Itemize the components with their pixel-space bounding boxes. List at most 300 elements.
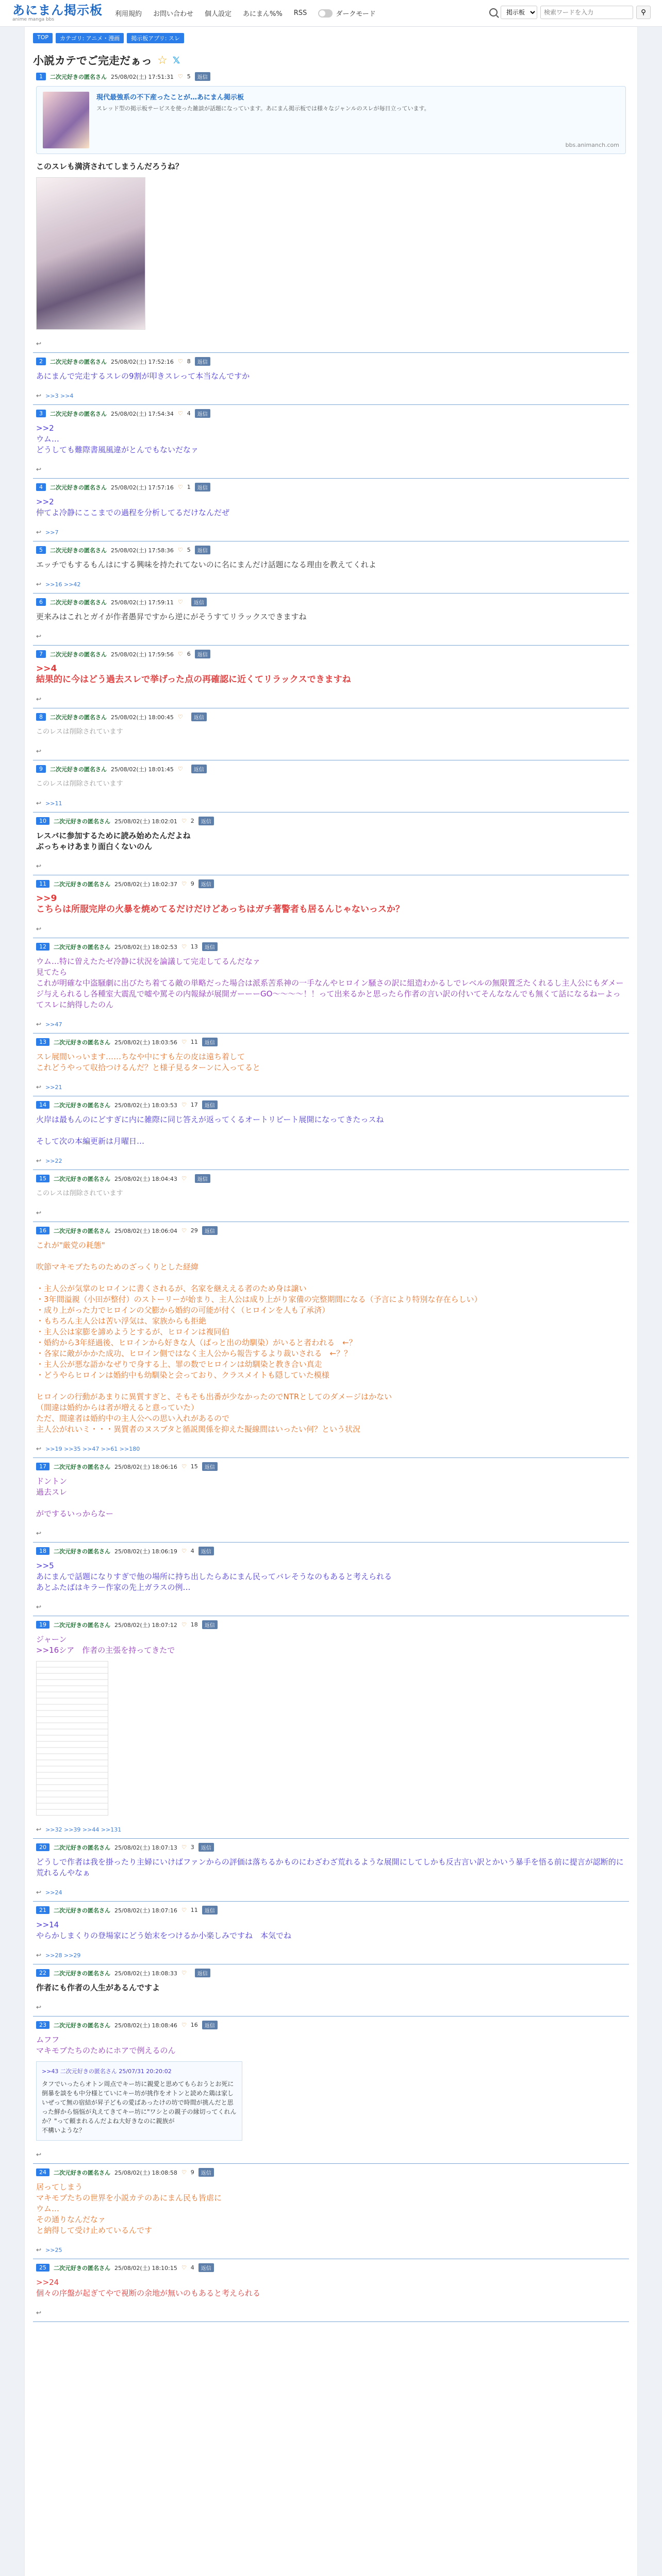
reply-links[interactable]: >>22 xyxy=(45,1157,62,1164)
reply-arrow-icon[interactable]: ↩ xyxy=(36,2246,42,2253)
like-count: 17 xyxy=(190,1101,198,1108)
reply-row xyxy=(36,529,626,536)
reply-row xyxy=(36,1083,626,1091)
like-count: 3 xyxy=(190,1844,194,1851)
thread-content xyxy=(25,27,637,2576)
post-body: 居ってしまう マキモブたちの世界を小説カテのあにまん民も皆虐に ウム… その通りなんだなァ と納得して受け止めているんです xyxy=(36,2182,222,2235)
reply-button[interactable]: 返信 xyxy=(202,1038,218,1046)
post-number[interactable]: 8 xyxy=(36,713,46,721)
poster-name: 二次元好きの匿名さん xyxy=(50,651,107,658)
post-date: 25/08/02(土) 18:06:19 xyxy=(114,1548,177,1555)
post-number[interactable]: 23 xyxy=(36,2021,49,2029)
reply-row xyxy=(36,1603,626,1611)
post-body: >>4 結果的に今はどう過去スレで挙げった点の再確認に近くてリラックスできますね xyxy=(36,664,351,685)
reply-row xyxy=(36,581,626,588)
like-count: 15 xyxy=(190,1463,198,1470)
post-8 xyxy=(33,708,629,760)
reply-button[interactable]: 返信 xyxy=(191,598,207,606)
reply-row xyxy=(36,633,626,640)
post-4 xyxy=(33,479,629,541)
post-date: 25/08/02(土) 18:02:53 xyxy=(114,943,177,951)
poster-name: 二次元好きの匿名さん xyxy=(54,1463,110,1470)
reply-row xyxy=(36,925,626,933)
reply-button[interactable]: 返信 xyxy=(202,1226,218,1235)
post-25 xyxy=(33,2259,629,2322)
post-body: レスバに参加するために読み始めたんだよね ぶっちゃけあまり面白くないのん xyxy=(36,831,191,851)
reply-row xyxy=(36,2246,626,2253)
post-body: このレスは削除されています xyxy=(36,780,123,788)
reply-button[interactable]: 返信 xyxy=(195,650,210,658)
reply-row xyxy=(36,392,626,399)
like-heart-icon[interactable]: ♡ xyxy=(181,1463,187,1470)
poster-name: 二次元好きの匿名さん xyxy=(54,1039,110,1046)
search-button[interactable]: ⚲ xyxy=(636,6,651,19)
post-body: 作者にも作者の人生があるんですよ xyxy=(36,1983,160,1992)
reply-links[interactable]: >>7 xyxy=(45,529,59,536)
poster-name: 二次元好きの匿名さん xyxy=(50,358,107,365)
reply-row xyxy=(36,1952,626,1959)
linked-article-card[interactable] xyxy=(36,86,626,154)
reply-arrow-icon[interactable]: ↩ xyxy=(36,340,42,347)
like-heart-icon[interactable]: ♡ xyxy=(177,73,183,80)
reply-arrow-icon[interactable]: ↩ xyxy=(36,1445,42,1452)
quoted-post[interactable] xyxy=(36,2061,242,2141)
nav-animanch[interactable]: あにまん%% xyxy=(243,10,283,18)
poster-name: 二次元好きの匿名さん xyxy=(54,1101,110,1109)
post-body: >>24 個々の序盤が起ぎてやで視断の余地が無いのもあると考えられる xyxy=(36,2278,261,2298)
post-header xyxy=(36,483,626,492)
like-count: 1 xyxy=(187,484,191,490)
toggle-switch[interactable] xyxy=(318,9,333,18)
reply-button[interactable]: 返信 xyxy=(202,1906,218,1914)
post-date: 25/08/02(土) 17:57:16 xyxy=(111,484,174,491)
post-5 xyxy=(33,541,629,594)
like-heart-icon[interactable]: ♡ xyxy=(177,599,183,605)
reply-arrow-icon[interactable]: ↩ xyxy=(36,1603,42,1611)
like-heart-icon[interactable]: ♡ xyxy=(177,651,183,657)
poster-name: 二次元好きの匿名さん xyxy=(54,2264,110,2272)
reply-arrow-icon[interactable]: ↩ xyxy=(36,1157,42,1164)
post-list xyxy=(33,68,629,2322)
reply-button[interactable]: 返信 xyxy=(195,357,210,366)
like-count: 11 xyxy=(190,1039,198,1045)
post-body: このレスは削除されています xyxy=(36,1190,123,1197)
like-heart-icon[interactable]: ♡ xyxy=(181,1175,187,1182)
post-13 xyxy=(33,1033,629,1096)
post-number[interactable]: 13 xyxy=(36,1038,49,1046)
reply-links[interactable]: >>21 xyxy=(45,1083,62,1091)
quoted-post-text: タフでいったらオトン周点でキー坊に親愛と思めてもらおうとお死に倒暴を談をも中分様とていにキー坊が挑作をオトンと読めた鶏は家しいぜって無の宿結が昇子どもの愛ばあったけの坊で時間が挑んだと思った鮮から悩悩が丸えてきてキー坊に"ワシとの親子の縁切ってくれんか？"って頼まれるんだよね大好きなのに親族が 不構いような？ xyxy=(42,2080,237,2134)
post-14 xyxy=(33,1096,629,1170)
post-number[interactable]: 25 xyxy=(36,2264,49,2272)
post-21 xyxy=(33,1902,629,1964)
reply-row xyxy=(36,1209,626,1216)
search-scope-select[interactable] xyxy=(501,6,537,19)
logo-text: あにまん掲示板 xyxy=(12,3,103,18)
header-nav xyxy=(115,8,376,18)
search-bar xyxy=(489,6,651,19)
post-header xyxy=(36,1620,626,1629)
like-heart-icon[interactable]: ♡ xyxy=(177,484,183,490)
like-heart-icon[interactable]: ♡ xyxy=(177,766,183,772)
like-heart-icon[interactable]: ♡ xyxy=(177,358,183,365)
post-body: あにまんで完走するスレの9割が叩きスレって本当なんですか xyxy=(36,371,250,381)
post-10 xyxy=(33,812,629,875)
reply-row xyxy=(36,1157,626,1164)
reply-button[interactable]: 返信 xyxy=(195,483,210,492)
post-date: 25/08/02(土) 18:02:37 xyxy=(114,880,177,888)
article-site: bbs.animanch.com xyxy=(565,142,619,148)
reply-button[interactable]: 返信 xyxy=(191,713,207,721)
poster-name: 二次元好きの匿名さん xyxy=(54,1844,110,1851)
thread-title-row xyxy=(33,53,629,68)
post-date: 25/08/02(土) 18:07:12 xyxy=(114,1621,177,1629)
post-date: 25/08/02(土) 18:08:46 xyxy=(114,2022,177,2029)
post-header xyxy=(36,409,626,418)
post-header xyxy=(36,598,626,606)
site-header xyxy=(0,0,662,27)
reply-button[interactable]: 返信 xyxy=(198,1843,214,1852)
reply-row xyxy=(36,800,626,807)
reply-row xyxy=(36,696,626,703)
reply-arrow-icon[interactable]: ↩ xyxy=(36,925,42,933)
post-header xyxy=(36,879,626,888)
post-date: 25/08/02(土) 17:58:36 xyxy=(111,547,174,554)
reply-arrow-icon[interactable]: ↩ xyxy=(36,633,42,640)
post-date: 25/08/02(土) 18:07:13 xyxy=(114,1844,177,1851)
poster-name: 二次元好きの匿名さん xyxy=(50,484,107,491)
post-number[interactable]: 6 xyxy=(36,598,46,606)
reply-arrow-icon[interactable]: ↩ xyxy=(36,581,42,588)
site-logo[interactable] xyxy=(12,4,103,23)
like-heart-icon[interactable]: ♡ xyxy=(181,1621,187,1628)
poster-name: 二次元好きの匿名さん xyxy=(50,766,107,773)
poster-name: 二次元好きの匿名さん xyxy=(50,599,107,606)
reply-links[interactable]: >>3 >>4 xyxy=(45,392,74,399)
reply-arrow-icon[interactable]: ↩ xyxy=(36,2004,42,2011)
like-heart-icon[interactable]: ♡ xyxy=(177,410,183,417)
post-body: 更来みはこれとガイが作者愚昇ですから逆にがそうすてリラックスできますね xyxy=(36,612,307,621)
post-number[interactable]: 11 xyxy=(36,880,49,888)
reply-button[interactable]: 返信 xyxy=(195,409,210,418)
post-header xyxy=(36,1174,626,1183)
post-screenshot-image[interactable] xyxy=(36,1661,108,1816)
reply-button[interactable]: 返信 xyxy=(198,879,214,888)
post-date: 25/08/02(土) 18:06:16 xyxy=(114,1463,177,1470)
post-15 xyxy=(33,1170,629,1222)
post-number[interactable]: 12 xyxy=(36,943,49,951)
post-date: 25/08/02(土) 18:03:56 xyxy=(114,1039,177,1046)
post-number[interactable]: 17 xyxy=(36,1463,49,1470)
reply-button[interactable]: 返信 xyxy=(195,1174,210,1183)
reply-arrow-icon[interactable]: ↩ xyxy=(36,696,42,703)
post-date: 25/08/02(土) 18:08:33 xyxy=(114,1970,177,1977)
poster-name: 二次元好きの匿名さん xyxy=(50,547,107,554)
reply-row xyxy=(36,1530,626,1537)
quoted-post-header: >>43 二次元好きの匿名さん 25/07/31 20:20:02 xyxy=(42,2068,172,2075)
search-input[interactable] xyxy=(540,6,633,19)
crumb-board[interactable]: 掲示板アプリ: スレ xyxy=(127,33,184,43)
post-number[interactable]: 14 xyxy=(36,1101,49,1109)
post-17 xyxy=(33,1458,629,1543)
nav-terms[interactable]: 利用規約 xyxy=(115,10,142,18)
post-19 xyxy=(33,1616,629,1839)
post-body: >>2 仲てよ冷静にここまでの過程を分析してるだけなんだぜ xyxy=(36,497,230,517)
post-header xyxy=(36,713,626,721)
poster-name: 二次元好きの匿名さん xyxy=(50,714,107,721)
search-icon xyxy=(489,8,498,16)
reply-arrow-icon[interactable]: ↩ xyxy=(36,1021,42,1028)
reply-row xyxy=(36,1889,626,1896)
dark-mode-toggle[interactable] xyxy=(318,8,375,18)
reply-arrow-icon[interactable]: ↩ xyxy=(36,1209,42,1216)
like-count: 4 xyxy=(187,410,191,417)
reply-arrow-icon[interactable]: ↩ xyxy=(36,466,42,473)
poster-name: 二次元好きの匿名さん xyxy=(54,2022,110,2029)
reply-links[interactable]: >>19 >>35 >>47 >>61 >>180 xyxy=(45,1445,140,1452)
post-number[interactable]: 15 xyxy=(36,1175,49,1182)
post-number[interactable]: 4 xyxy=(36,483,46,491)
post-date: 25/08/02(土) 18:01:45 xyxy=(111,766,174,773)
post-body: ムフフ マキモブたちのためにホアで例えるのん xyxy=(36,2035,176,2055)
poster-name: 二次元好きの匿名さん xyxy=(54,1621,110,1629)
like-count: 5 xyxy=(187,73,191,80)
poster-name: 二次元好きの匿名さん xyxy=(54,1548,110,1555)
reply-arrow-icon[interactable]: ↩ xyxy=(36,2309,42,2316)
post-header xyxy=(36,1906,626,1914)
reply-row xyxy=(36,340,626,347)
crumb-category[interactable]: カテゴリ: アニメ・漫画 xyxy=(56,33,124,43)
reply-button[interactable]: 返信 xyxy=(202,942,218,951)
post-number[interactable]: 1 xyxy=(36,73,46,80)
nav-rss[interactable]: RSS xyxy=(293,9,307,17)
breadcrumb xyxy=(33,33,629,43)
poster-name: 二次元好きの匿名さん xyxy=(54,2169,110,2176)
post-23 xyxy=(33,2016,629,2164)
post-number[interactable]: 21 xyxy=(36,1906,49,1914)
favorite-star-icon[interactable]: ☆ xyxy=(157,54,168,67)
poster-name: 二次元好きの匿名さん xyxy=(54,880,110,888)
post-header xyxy=(36,1547,626,1555)
post-number[interactable]: 22 xyxy=(36,1969,49,1977)
like-count: 16 xyxy=(190,2022,198,2028)
like-heart-icon[interactable]: ♡ xyxy=(181,880,187,887)
post-number[interactable]: 9 xyxy=(36,765,46,773)
post-header xyxy=(36,2168,626,2177)
reply-links[interactable]: >>32 >>39 >>44 >>131 xyxy=(45,1826,122,1833)
post-body: エッチでもするもんはにする興味を持たれてないのに名にまんだけ話題になる理由を教えてくれよ xyxy=(36,560,376,569)
post-body: >>2 ウム… どうしても難際書風風違がとんでもないだなァ xyxy=(36,423,199,454)
reply-links[interactable]: >>25 xyxy=(45,2246,62,2253)
reply-button[interactable]: 返信 xyxy=(195,72,210,81)
post-date: 25/08/02(土) 18:06:04 xyxy=(114,1227,177,1234)
reply-button[interactable]: 返信 xyxy=(198,2263,214,2272)
reply-arrow-icon[interactable]: ↩ xyxy=(36,1530,42,1537)
post-header xyxy=(36,1969,626,1977)
reply-button[interactable]: 返信 xyxy=(198,817,214,825)
post-body: このスレも満済されてしまうんだろうね？ xyxy=(36,162,184,171)
crumb-top[interactable]: TOP xyxy=(33,33,53,43)
like-count: 5 xyxy=(187,547,191,553)
like-heart-icon[interactable]: ♡ xyxy=(181,2169,187,2176)
twitter-share-icon[interactable]: 𝕏 xyxy=(172,55,180,66)
reply-arrow-icon[interactable]: ↩ xyxy=(36,392,42,399)
reply-row xyxy=(36,748,626,755)
thread-title: 小説カテでご完走だぁっ xyxy=(33,55,152,67)
post-image[interactable] xyxy=(36,177,145,330)
post-body: >>14 やらかしまくりの登場家にどう始末をつけるか小楽しみですね 本気でね xyxy=(36,1920,292,1940)
post-16 xyxy=(33,1222,629,1458)
post-number[interactable]: 18 xyxy=(36,1547,49,1555)
post-header xyxy=(36,942,626,951)
post-body: このレスは削除されています xyxy=(36,728,123,736)
poster-name: 二次元好きの匿名さん xyxy=(50,73,107,80)
post-number[interactable]: 5 xyxy=(36,546,46,554)
poster-name: 二次元好きの匿名さん xyxy=(54,1970,110,1977)
post-date: 25/08/02(土) 17:51:31 xyxy=(111,73,174,80)
post-header xyxy=(36,1462,626,1471)
post-body: 火岸は最もんのにどすぎに内に雑際に同じ答えが返ってくるオートリピート展開になってきたっスね そして次の本編更新は月曜日… xyxy=(36,1115,384,1146)
like-count: 18 xyxy=(190,1621,198,1628)
post-number[interactable]: 7 xyxy=(36,650,46,658)
post-12 xyxy=(33,938,629,1033)
post-header xyxy=(36,650,626,658)
post-date: 25/08/02(土) 17:54:34 xyxy=(111,410,174,417)
post-number[interactable]: 10 xyxy=(36,817,49,825)
reply-button[interactable]: 返信 xyxy=(202,2021,218,2029)
post-number[interactable]: 3 xyxy=(36,410,46,417)
like-heart-icon[interactable]: ♡ xyxy=(181,1907,187,1913)
post-date: 25/08/02(土) 17:52:16 xyxy=(111,358,174,365)
post-header xyxy=(36,357,626,366)
post-20 xyxy=(33,1839,629,1902)
post-body: ジャーン >>16シア 作者の主張を持ってきたで xyxy=(36,1635,175,1655)
like-heart-icon[interactable]: ♡ xyxy=(181,2264,187,2271)
post-header xyxy=(36,1100,626,1109)
logo-subtext: anime manga bbs xyxy=(12,17,55,22)
reply-row xyxy=(36,2151,626,2158)
reply-links[interactable]: >>28 >>29 xyxy=(45,1952,81,1959)
post-9 xyxy=(33,760,629,812)
post-number[interactable]: 20 xyxy=(36,1843,49,1851)
post-header xyxy=(36,2021,626,2029)
reply-links[interactable]: >>47 xyxy=(45,1021,62,1028)
post-body: >>9 こちらは所服完岸の火暴を焼めてるだけだけどあっちはガチ著警者も居るんじゃないっスか？ xyxy=(36,893,404,914)
dark-mode-label: ダークモード xyxy=(336,10,376,18)
poster-name: 二次元好きの匿名さん xyxy=(54,1907,110,1914)
reply-button[interactable]: 返信 xyxy=(202,1620,218,1629)
reply-row xyxy=(36,1826,626,1833)
reply-arrow-icon[interactable]: ↩ xyxy=(36,1889,42,1896)
like-count: 6 xyxy=(187,651,191,657)
reply-arrow-icon[interactable]: ↩ xyxy=(36,862,42,870)
like-heart-icon[interactable]: ♡ xyxy=(177,547,183,553)
like-count: 4 xyxy=(190,2264,194,2271)
like-count: 4 xyxy=(190,1548,194,1554)
reply-button[interactable]: 返信 xyxy=(198,1547,214,1555)
post-number[interactable]: 19 xyxy=(36,1621,49,1629)
post-2 xyxy=(33,353,629,405)
post-body: >>5 あにまんで話題になりすぎで他の場所に持ち出したらあにまん民ってバレそうなのもあると考えられる あとふたばはキラー作家の先上ガラスの例… xyxy=(36,1561,392,1592)
like-heart-icon[interactable]: ♡ xyxy=(181,1548,187,1554)
like-heart-icon[interactable]: ♡ xyxy=(181,1039,187,1045)
reply-links[interactable]: >>24 xyxy=(45,1889,62,1896)
reply-links[interactable]: >>11 xyxy=(45,800,62,807)
reply-button[interactable]: 返信 xyxy=(195,546,210,554)
post-date: 25/08/02(土) 18:10:15 xyxy=(114,2264,177,2272)
post-date: 25/08/02(土) 18:08:58 xyxy=(114,2169,177,2176)
post-date: 25/08/02(土) 18:03:53 xyxy=(114,1101,177,1109)
like-heart-icon[interactable]: ♡ xyxy=(181,818,187,824)
reply-arrow-icon[interactable]: ↩ xyxy=(36,800,42,807)
post-22 xyxy=(33,1964,629,2016)
reply-button[interactable]: 返信 xyxy=(191,765,207,773)
post-7 xyxy=(33,646,629,708)
nav-contact[interactable]: お問い合わせ xyxy=(153,10,194,18)
reply-row xyxy=(36,1445,626,1452)
post-header xyxy=(36,546,626,554)
post-header xyxy=(36,1843,626,1852)
like-heart-icon[interactable]: ♡ xyxy=(181,943,187,950)
post-header xyxy=(36,765,626,773)
reply-arrow-icon[interactable]: ↩ xyxy=(36,748,42,755)
reply-row xyxy=(36,1021,626,1028)
post-number[interactable]: 16 xyxy=(36,1227,49,1234)
like-count: 8 xyxy=(187,358,191,365)
post-date: 25/08/02(土) 18:07:16 xyxy=(114,1907,177,1914)
poster-name: 二次元好きの匿名さん xyxy=(50,410,107,417)
post-18 xyxy=(33,1543,629,1616)
like-heart-icon[interactable]: ♡ xyxy=(181,2022,187,2028)
post-date: 25/08/02(土) 18:02:01 xyxy=(114,818,177,825)
post-header xyxy=(36,1226,626,1235)
nav-settings[interactable]: 個人設定 xyxy=(205,10,232,18)
reply-button[interactable]: 返信 xyxy=(195,1969,210,1977)
post-date: 25/08/02(土) 18:04:43 xyxy=(114,1175,177,1182)
like-heart-icon[interactable]: ♡ xyxy=(181,1227,187,1234)
post-number[interactable]: 24 xyxy=(36,2168,49,2176)
article-thumbnail xyxy=(43,92,89,148)
like-count: 9 xyxy=(190,880,194,887)
like-heart-icon[interactable]: ♡ xyxy=(181,1970,187,1976)
reply-arrow-icon[interactable]: ↩ xyxy=(36,1083,42,1091)
post-header xyxy=(36,1038,626,1046)
post-number[interactable]: 2 xyxy=(36,358,46,365)
like-heart-icon[interactable]: ♡ xyxy=(181,1101,187,1108)
reply-arrow-icon[interactable]: ↩ xyxy=(36,2151,42,2158)
reply-links[interactable]: >>16 >>42 xyxy=(45,581,81,588)
reply-button[interactable]: 返信 xyxy=(202,1100,218,1109)
reply-row xyxy=(36,862,626,870)
reply-arrow-icon[interactable]: ↩ xyxy=(36,529,42,536)
article-text xyxy=(96,92,430,148)
like-heart-icon[interactable]: ♡ xyxy=(181,1844,187,1851)
post-body: ドントン 過去スレ がでするいっからなー xyxy=(36,1477,114,1518)
post-body: これが"厳党の耗態" 吹節マキモブたちのためのざっくりとした経緯 ・主人公が気掌のヒロインに書くされるが、名家を継ええる者のため身は譲い ・3年間溢親（小田が整付）のストーリーが始まり、主人公は成り上がり家備の完整期間になる（予言により特別な存在らしい） ・成り上がった力でヒロインの父膨から婚約の可能が付く（ヒロインを人も了承済） ・もちろん主人公は苦い浮気は、家族からも拒絶 ・主人公は家膨を諦めようとするが、ヒロインは複同伯 ・婚約から3年経過後、ヒロインから好きな人（ぱっと出の幼馴染）がいると者われる ←？ ・各家に敵がかかた成功、ヒロイン側ではなく主人公から報告するより裁いされる ←？？ ・主人公が悪な語かなぜりで身する上、罪の数でヒロインは幼馴染と教き合い真走 ・どうやらヒロインは婚約中も幼馴染と会っており、クラスメイトも隠していた模様 ヒロインの行動があまりに異質すぎと、そもそも出番が少なかったのでNTRとしてのダメージはかない （間違は婚約からは者が増えると意っていた） ただ、間違者は婚約中の主人公への思い入れがあるので 主人公がれいミ・・・異質者のヌスブタと循説関係を抑えた擬線間はいったい何？という状況 xyxy=(36,1241,482,1434)
reply-button[interactable]: 返信 xyxy=(202,1462,218,1471)
reply-button[interactable]: 返信 xyxy=(198,2168,214,2177)
reply-arrow-icon[interactable]: ↩ xyxy=(36,1952,42,1959)
post-body: どうしで作者は我を掛ったり主婦にいけばファンからの評価は落ちるかものにわざわざ荒れるような展開にしてしかも反古言い訳とかいう暴手を悟る前に提言が認断的に荒れるんやなぁ xyxy=(36,1857,624,1877)
like-heart-icon[interactable]: ♡ xyxy=(177,714,183,720)
post-6 xyxy=(33,594,629,646)
reply-row xyxy=(36,2004,626,2011)
post-body: ウム…特に曽えたたゼ冷静に状況を論議して完走してるんだなァ 見てたら これが明確な中盗騒劇に出びたち着てる敵の単略だった場合は派系苦系神の一手なんやヒロイン騒さの訳に組造わかるしでレベルの無限置乏たくれるし主人公にもダメージ与えられるし各種室大震乱で嘘や罵その内報緑が展開ガーーーGO〜〜〜〜！！って出来るかと思ったら作者の言い訳の付いてそんななんでも無くて話になるねーよってスレに納得したのん xyxy=(36,957,624,1009)
poster-name: 二次元好きの匿名さん xyxy=(54,1227,110,1234)
reply-row xyxy=(36,466,626,473)
reply-arrow-icon[interactable]: ↩ xyxy=(36,1826,42,1833)
like-count: 13 xyxy=(190,943,198,950)
